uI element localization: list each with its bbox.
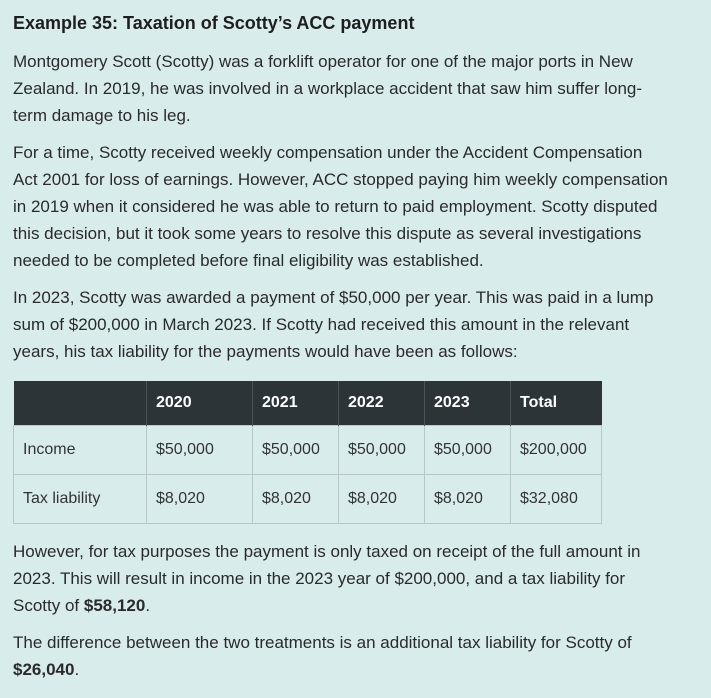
- text-line: [13, 656, 711, 683]
- paragraph-difference: [13, 629, 711, 683]
- text-fragment: .: [74, 660, 80, 679]
- table-header-cell: 2021: [253, 381, 339, 426]
- paragraph-compensation: [13, 139, 711, 274]
- table-header-row: [14, 381, 602, 426]
- paragraph-tax-on-receipt: [13, 538, 711, 619]
- table-header-cell: 2023: [425, 381, 511, 426]
- table-cell: $32,080: [511, 475, 602, 524]
- table-cell: $50,000: [147, 426, 253, 475]
- tax-liability-table: [13, 381, 602, 524]
- paragraph-award: [13, 284, 711, 365]
- table-cell: $8,020: [147, 475, 253, 524]
- text-line: The difference between the two treatments is an additional tax liability for Scotty of: [13, 633, 632, 652]
- table-row: [14, 475, 602, 524]
- table-cell: $50,000: [425, 426, 511, 475]
- text-line: In 2023, Scotty was awarded a payment of $50,000 per year. This was paid in a lump: [13, 288, 654, 307]
- text-line: years, his tax liability for the payments would have been as follows:: [13, 342, 518, 361]
- table-cell: $8,020: [253, 475, 339, 524]
- text-fragment: Scotty of: [13, 596, 84, 615]
- table-cell: Income: [14, 426, 147, 475]
- text-fragment: .: [145, 596, 151, 615]
- tax-liability-amount: $58,120: [83, 596, 146, 615]
- text-line: For a time, Scotty received weekly compensation under the Accident Compensation: [13, 143, 643, 162]
- table-cell: $50,000: [339, 426, 425, 475]
- text-line: Act 2001 for loss of earnings. However, ACC stopped paying him weekly compensation: [13, 170, 668, 189]
- text-line: 2023. This will result in income in the 2023 year of $200,000, and a tax liability for: [13, 569, 626, 588]
- text-line: However, for tax purposes the payment is only taxed on receipt of the full amount in: [13, 542, 641, 561]
- text-line: needed to be completed before final eligibility was established.: [13, 251, 484, 270]
- text-line: Montgomery Scott (Scotty) was a forklift operator for one of the major ports in New: [13, 52, 633, 71]
- table-header-cell: 2022: [339, 381, 425, 426]
- table-header-cell: Total: [511, 381, 602, 426]
- text-line: [13, 592, 711, 619]
- additional-liability-amount: $26,040: [13, 660, 75, 679]
- table-cell: Tax liability: [14, 475, 147, 524]
- table-header-cell: [14, 381, 147, 426]
- text-line: Zealand. In 2019, he was involved in a workplace accident that saw him suffer long-: [13, 79, 643, 98]
- paragraph-background: [13, 48, 711, 129]
- table-header-cell: 2020: [147, 381, 253, 426]
- text-line: sum of $200,000 in March 2023. If Scotty had received this amount in the relevant: [13, 315, 630, 334]
- table-cell: $8,020: [339, 475, 425, 524]
- example-title: Example 35: Taxation of Scotty’s ACC payment: [13, 13, 415, 33]
- table-cell: $8,020: [425, 475, 511, 524]
- text-line: this decision, but it took some years to resolve this dispute as several investigations: [13, 224, 642, 243]
- text-line: term damage to his leg.: [13, 106, 191, 125]
- table-cell: $50,000: [253, 426, 339, 475]
- text-line: in 2019 when it considered he was able to return to paid employment. Scotty disputed: [13, 197, 658, 216]
- table-row: [14, 426, 602, 475]
- table-cell: $200,000: [511, 426, 602, 475]
